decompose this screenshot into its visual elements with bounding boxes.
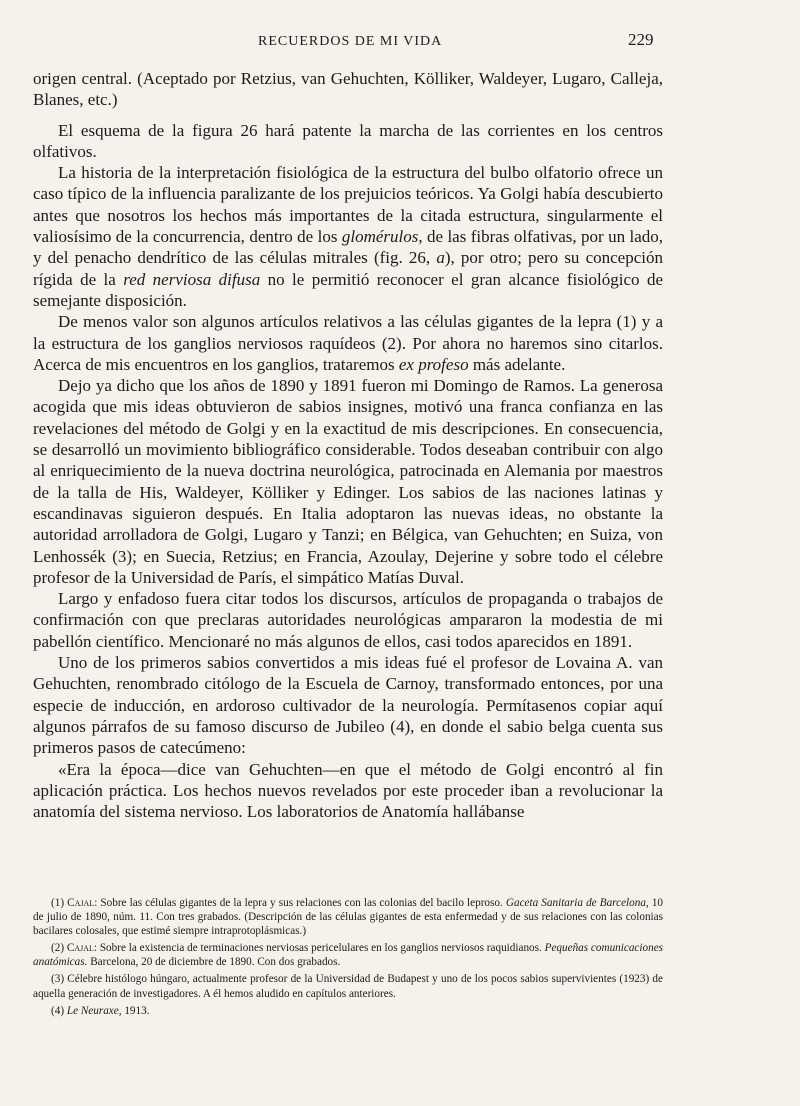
paragraph [33, 588, 663, 652]
text-run: La historia de la interpretación fisiológica de la estructura del bulbo olfatorio ofrece un caso típico de la influencia paralizante de los prejuicios teóricos. Ya Golgi había descubierto antes que nosotros los hechos más importantes de la citada estructura, singularmente el valiosísimo de la concurrencia, dentro de los [33, 163, 663, 247]
italic-text: ex profeso [398, 354, 469, 374]
text-run: más adelante. [468, 354, 566, 374]
footnote-number: (4) [51, 1004, 65, 1017]
footnote [33, 1004, 663, 1018]
paragraph [33, 375, 663, 588]
text-run: origen central. (Aceptado por Retzius, van Gehuchten, Kölliker, Waldeyer, Lugaro, Calleja, Blanes, etc.) [33, 69, 663, 110]
text-run: ), por otro; pero su concepción rígida de la [33, 248, 663, 289]
footnote-number: (2) [51, 942, 65, 955]
text-run: Largo y enfadoso fuera citar todos los discursos, artículos de propaganda o trabajos de confirmación con que preclaras autoridades neurológicas ampararon la modestia de mi pabellón científico. Mencionaré no más algunos de ellos, casi todos aparecidos en 1891. [33, 589, 663, 651]
text-run: Uno de los primeros sabios convertidos a mis ideas fué el profesor de Lovaina A. van Gehuchten, renombrado citólogo de la Escuela de Carnoy, transformado entonces, por una especie de inducción, en ardoroso cultivador de la neurología. Permítasenos copiar aquí algunos párrafos de su famoso discurso de Jubileo (4), en donde el sabio belga cuenta sus primeros pasos de catecúmeno: [33, 653, 663, 758]
text-run: 1913. [121, 1004, 150, 1017]
text-run: Cajal [67, 897, 95, 909]
italic-text: Le Neuraxe, [66, 1004, 122, 1017]
italic-text: a [436, 248, 445, 268]
paragraph [33, 120, 663, 163]
paragraph [33, 652, 663, 758]
footnote-number: (1) [51, 897, 65, 909]
footnote-number: (3) [51, 973, 65, 986]
text-run: El esquema de la figura 26 hará patente la marcha de las corrientes en los centros olfativos. [33, 120, 663, 161]
running-title: RECUERDOS DE MI VIDA [258, 34, 443, 49]
text-run: no le permitió reconocer el gran alcance fisiológico de semejante disposición. [33, 269, 664, 310]
page-header [0, 26, 800, 56]
paragraph [33, 759, 663, 823]
text-run: Dejo ya dicho que los años de 1890 y 1891 fueron mi Domingo de Ramos. La generosa acogida que mis ideas obtuvieron de sabios insignes, motivó una franca confianza en las revelaciones del método de Golgi y en la exactitud de mis descripciones. En consecuencia, se desarrolló un movimiento bibliográfico considerable. Todos deseaban contribuir con algo al enriquecimiento de la nueva doctrina neurológica, patrocinada en Alemania por maestros de la talla de His, Waldeyer, Kölliker y Edinger. Los sabios de las naciones latinas y escandinavas siguieron después. En Italia adoptaron las nuevas ideas, no obstante la autoridad arrolladora de Golgi, Lugaro y Tanzi; en Bélgica, van Gehuchten; en Suiza, von Lenhossék (3); en Suecia, Retzius; en Francia, Azoulay, Dejerine y sobre todo el célebre profesor de la Universidad de París, el simpático Matías Duval. [33, 376, 663, 587]
paragraph [33, 162, 663, 311]
text-run: : Sobre la existencia de terminaciones nerviosas pericelulares en los ganglios nerviosos raquidianos. [93, 942, 545, 955]
text-run: : Sobre las células gigantes de la lepra y sus relaciones con las colonias del bacilo leproso. [94, 897, 506, 909]
italic-text: Pequeñas comunicaciones anatómicas. [33, 942, 664, 969]
text-run: «Era la época—dice van Gehuchten—en que el método de Golgi encontró al fin aplicación práctica. Los hechos nuevos revelados por este proceder iban a revolucionar la anatomía del sistema nervioso. Los laboratorios de Anatomía hallábanse [33, 759, 663, 822]
page-number: 229 [628, 30, 654, 49]
footnote [33, 972, 663, 1000]
paragraph [33, 68, 663, 111]
text-run: 10 de julio de 1890, núm. 11. Con tres grabados. (Descripción de las células gigantes de esta enfermedad y de sus relaciones con las colonias bacilares colosales, que estimé siempre intraprotoplásmicas.) [33, 897, 664, 938]
footnotes [33, 896, 663, 1021]
footnote [33, 941, 663, 969]
text-run: Cajal [66, 942, 94, 955]
text-run: Célebre histólogo húngaro, actualmente profesor de la Universidad de Budapest y uno de los pocos sabios supervivientes (1923) de aquella generación de investigadores. A él hemos aludido en capítulos anteriores. [33, 973, 663, 1000]
text-run: Barcelona, 20 de diciembre de 1890. Con dos grabados. [87, 956, 341, 969]
text-run: De menos valor son algunos artículos relativos a las células gigantes de la lepra (1) y a la estructura de los ganglios nerviosos raquídeos (2). Por ahora no haremos sino citarlos. Acerca de mis encuentros en los ganglios, trataremos [33, 312, 663, 374]
body-text [33, 68, 663, 822]
italic-text: glomérulos [341, 227, 419, 247]
italic-text: Gaceta Sanitaria de Barcelona, [505, 897, 649, 909]
italic-text: red nerviosa difusa [123, 269, 261, 289]
paragraph [33, 311, 663, 375]
footnote [33, 896, 663, 938]
text-run: , de las fibras olfativas, por un lado, y del penacho dendrítico de las células mitrales (fig. 26, [33, 227, 663, 268]
